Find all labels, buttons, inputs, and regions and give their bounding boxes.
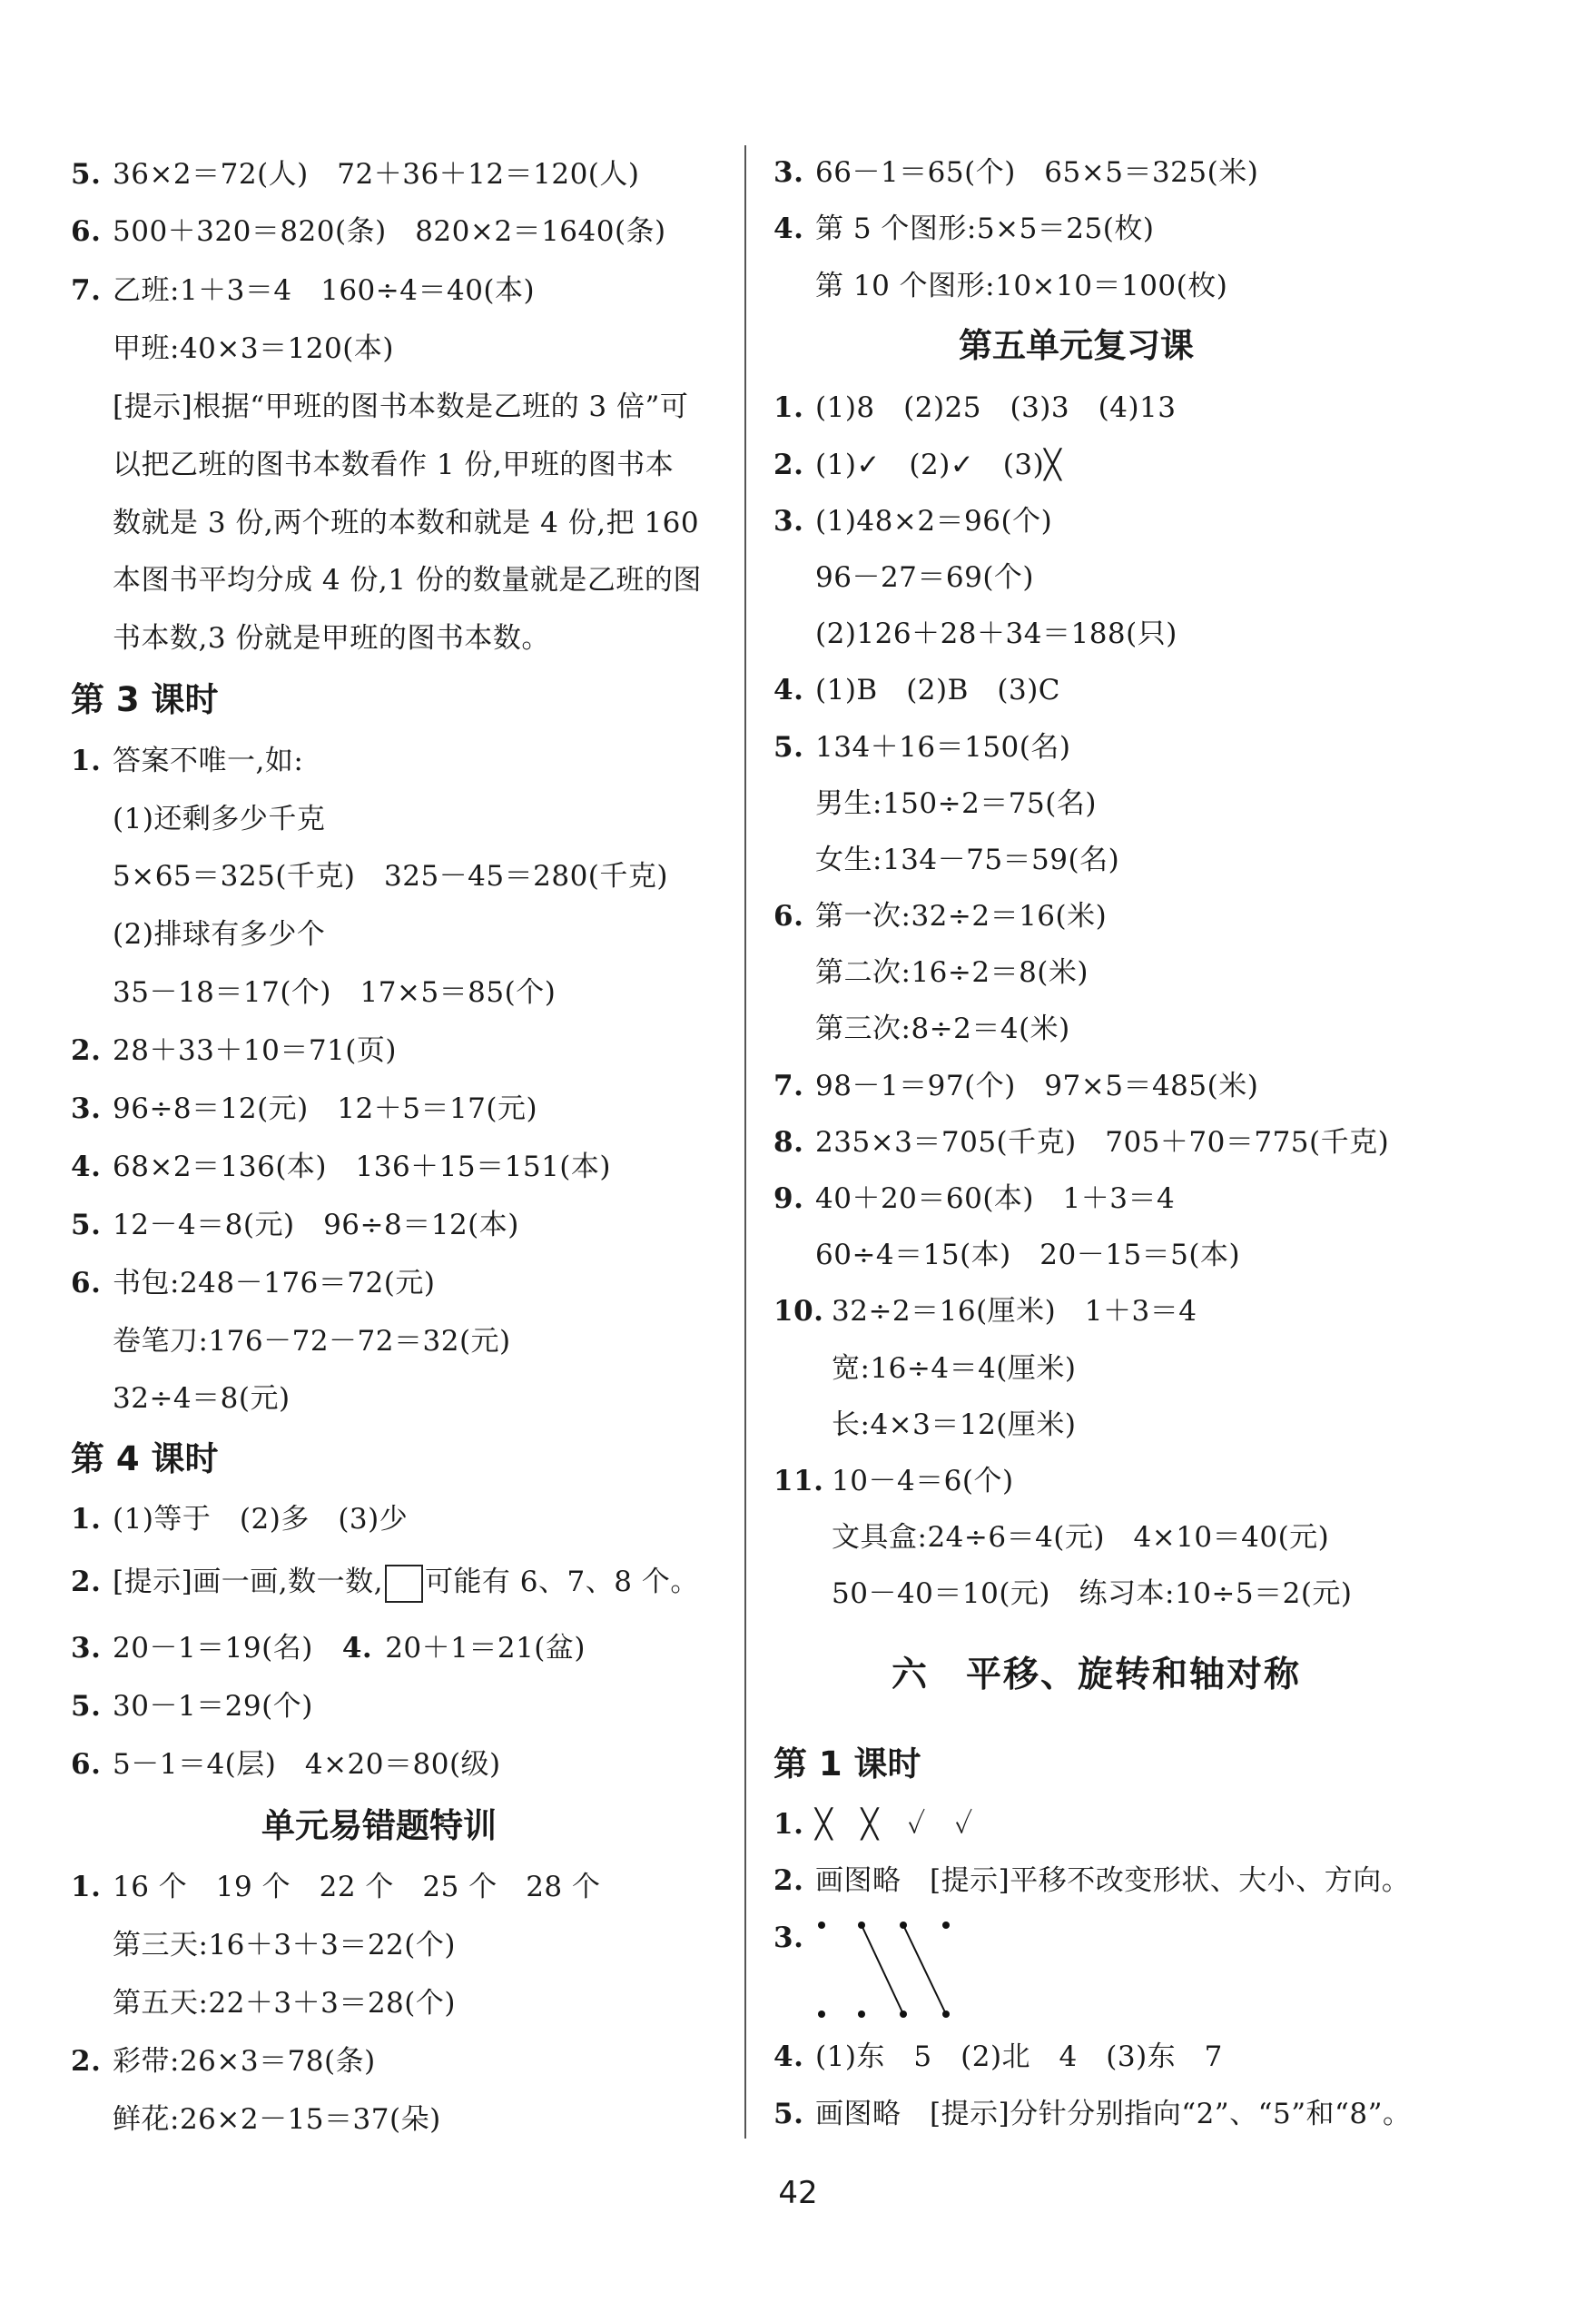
answer-line bbox=[71, 1207, 519, 1243]
hint-text: 分针分别指向“2”、“5”和“8”。 bbox=[1010, 2098, 1412, 2130]
answer-text: 长:4×3＝12(厘米) bbox=[832, 1408, 1077, 1441]
answer-line bbox=[71, 1032, 397, 1069]
answer-text: 96÷8＝12(元) 12＋5＝17(元) bbox=[113, 1092, 538, 1125]
answer-text: (1)还剩多少千克 bbox=[113, 803, 326, 835]
item-number: 3. bbox=[773, 1922, 804, 1954]
answer-line bbox=[71, 1265, 435, 1301]
answer-text: 235×3＝705(千克) 705＋70＝775(千克) bbox=[815, 1126, 1390, 1159]
answer-line bbox=[71, 1630, 586, 1666]
answer-line bbox=[773, 390, 1177, 426]
hint-label: [提示] bbox=[113, 390, 193, 423]
item-number: 1. bbox=[71, 1871, 102, 1903]
answer-text: 卷笔刀:176－72－72＝32(元) bbox=[113, 1325, 511, 1358]
answer-text: 10－4＝6(个) bbox=[832, 1465, 1014, 1497]
answer-text: 66－1＝65(个) 65×5＝325(米) bbox=[815, 156, 1259, 189]
item-number: 8. bbox=[773, 1126, 804, 1159]
hint-label: [提示] bbox=[113, 1566, 193, 1598]
answer-line bbox=[773, 211, 1154, 247]
answer-text: 答案不唯一,如: bbox=[113, 745, 304, 777]
hint-text: 数就是 3 份,两个班的本数和就是 4 份,把 160 bbox=[113, 507, 700, 539]
answer-text: ╳ ╳ ✓ ✓ bbox=[815, 1808, 973, 1841]
column-divider bbox=[744, 145, 746, 2139]
item-number: 5. bbox=[71, 1209, 102, 1241]
answer-line bbox=[773, 729, 1070, 766]
answer-line bbox=[71, 156, 639, 193]
item-number: 4. bbox=[773, 674, 804, 706]
answer-text: (1)等于 (2)多 (3)少 bbox=[113, 1503, 409, 1536]
item-number: 6. bbox=[773, 900, 804, 933]
answer-text: 第五天:22＋3＋3＝28(个) bbox=[113, 1987, 456, 2020]
answer-text: (2)排球有多少个 bbox=[113, 918, 326, 951]
answer-line bbox=[71, 1746, 501, 1783]
item-number: 3. bbox=[773, 156, 804, 189]
answer-text: 50－40＝10(元) 练习本:10÷5＝2(元) bbox=[832, 1577, 1353, 1610]
answer-line bbox=[71, 1501, 408, 1537]
blank-box bbox=[385, 1565, 423, 1603]
item-number: 4. bbox=[773, 2040, 804, 2073]
item-number: 2. bbox=[71, 2045, 102, 2078]
answer-line bbox=[773, 1293, 1197, 1329]
item-number: 1. bbox=[773, 1808, 804, 1841]
answer-text: (1)8 (2)25 (3)3 (4)13 bbox=[815, 391, 1177, 424]
answer-text: (1)48×2＝96(个) bbox=[815, 505, 1053, 538]
answer-line bbox=[773, 1806, 973, 1843]
answer-text: 32÷4＝8(元) bbox=[113, 1382, 291, 1415]
answer-text: 宽:16÷4＝4(厘米) bbox=[832, 1352, 1077, 1385]
hint-text: 可能有 6、7、8 个。 bbox=[424, 1566, 699, 1598]
figure-dot bbox=[818, 2011, 825, 2018]
item-number: 2. bbox=[773, 449, 804, 481]
answer-line bbox=[71, 2043, 376, 2080]
answer-text: 16 个 19 个 22 个 25 个 28 个 bbox=[113, 1871, 601, 1903]
answer-line bbox=[71, 1091, 537, 1127]
answer-line bbox=[773, 1124, 1389, 1161]
answer-line bbox=[71, 1149, 611, 1185]
item-number: 4. bbox=[71, 1151, 102, 1183]
answer-text: (1)B (2)B (3)C bbox=[815, 674, 1061, 706]
answer-text: 20＋1＝21(盆) bbox=[385, 1632, 586, 1665]
item-number: 9. bbox=[773, 1182, 804, 1215]
hint-line bbox=[773, 2096, 1411, 2132]
answer-line bbox=[773, 1181, 1175, 1217]
answer-text: 甲班:40×3＝120(本) bbox=[113, 332, 394, 365]
answer-text: 彩带:26×3＝78(条) bbox=[113, 2045, 376, 2078]
answer-text: 500＋320＝820(条) 820×2＝1640(条) bbox=[113, 215, 666, 248]
item-number: 5. bbox=[773, 2098, 804, 2130]
hint-line bbox=[71, 1564, 699, 1603]
item-number: 2. bbox=[773, 1864, 804, 1897]
hint-label: [提示] bbox=[930, 1864, 1010, 1897]
section-heading: 第 1 课时 bbox=[773, 1744, 921, 1783]
answer-text: 鲜花:26×2－15＝37(朵) bbox=[113, 2103, 441, 2136]
item-number: 10. bbox=[773, 1295, 824, 1328]
answer-text: 女生:134－75＝59(名) bbox=[815, 844, 1120, 876]
hint-line bbox=[113, 389, 688, 425]
answer-line bbox=[71, 272, 535, 309]
answer-line bbox=[773, 672, 1060, 708]
item-number: 3. bbox=[71, 1092, 102, 1125]
item-number: 1. bbox=[71, 1503, 102, 1536]
answer-text: 第一次:32÷2＝16(米) bbox=[815, 900, 1108, 933]
item-number: 7. bbox=[773, 1070, 804, 1102]
answer-text: 第二次:16÷2＝8(米) bbox=[815, 956, 1089, 989]
answer-text: 36×2＝72(人) 72＋36＋12＝120(人) bbox=[113, 158, 640, 191]
answer-text: 画图略 bbox=[815, 1864, 930, 1897]
page-number: 42 bbox=[778, 2175, 818, 2211]
answer-text: 30－1＝29(个) bbox=[113, 1690, 313, 1723]
item-number: 4. bbox=[773, 212, 804, 245]
chapter-heading: 六 平移、旋转和轴对称 bbox=[892, 1655, 1302, 1695]
item-number: 3. bbox=[71, 1632, 102, 1665]
answer-text: 画图略 bbox=[815, 2098, 930, 2130]
answer-text: 68×2＝136(本) 136＋15＝151(本) bbox=[113, 1151, 611, 1183]
answer-line bbox=[71, 1869, 601, 1905]
section-heading: 第 4 课时 bbox=[71, 1439, 219, 1478]
answer-line bbox=[773, 2039, 1223, 2075]
answer-text: 60÷4＝15(本) 20－15＝5(本) bbox=[815, 1239, 1241, 1271]
answer-line bbox=[773, 154, 1258, 191]
figure-line bbox=[862, 1925, 903, 2014]
answer-line bbox=[773, 1463, 1014, 1499]
answer-text: 文具盒:24÷6＝4(元) 4×10＝40(元) bbox=[832, 1521, 1330, 1554]
section-heading: 单元易错题特训 bbox=[261, 1806, 497, 1845]
answer-text: 男生:150÷2＝75(名) bbox=[815, 787, 1097, 820]
answer-text: 第 5 个图形:5×5＝25(枚) bbox=[815, 212, 1155, 245]
hint-text: 本图书平均分成 4 份,1 份的数量就是乙班的图 bbox=[113, 564, 702, 597]
figure-dot bbox=[818, 1922, 825, 1929]
figure-dot bbox=[858, 2011, 865, 2018]
hint-text: 以把乙班的图书本数看作 1 份,甲班的图书本 bbox=[113, 449, 675, 481]
answer-line bbox=[773, 447, 1061, 483]
answer-text: (1)✓ (2)✓ (3)╳ bbox=[815, 449, 1062, 481]
item-number: 6. bbox=[71, 1267, 102, 1299]
figure-line bbox=[903, 1925, 946, 2014]
answer-line bbox=[773, 503, 1052, 539]
section-heading: 第五单元复习课 bbox=[959, 326, 1194, 365]
item-number: 2. bbox=[71, 1566, 102, 1598]
dot-line-figure bbox=[806, 1907, 961, 2025]
answer-line bbox=[71, 213, 666, 250]
answer-text: 96－27＝69(个) bbox=[815, 561, 1035, 594]
answer-line bbox=[773, 1068, 1258, 1104]
answer-text: (1)东 5 (2)北 4 (3)东 7 bbox=[815, 2040, 1223, 2073]
answer-text: 40＋20＝60(本) 1＋3＝4 bbox=[815, 1182, 1176, 1215]
answer-text: (2)126＋28＋34＝188(只) bbox=[815, 617, 1177, 650]
item-number: 1. bbox=[71, 745, 102, 777]
hint-text: 平移不改变形状、大小、方向。 bbox=[1010, 1864, 1411, 1897]
answer-text: 98－1＝97(个) 97×5＝485(米) bbox=[815, 1070, 1259, 1102]
figure-dot bbox=[942, 1922, 950, 1929]
answer-text: 第三天:16＋3＋3＝22(个) bbox=[113, 1929, 456, 1961]
answer-text: 134＋16＝150(名) bbox=[815, 731, 1071, 764]
hint-text: 书本数,3 份就是甲班的图书本数。 bbox=[113, 622, 550, 655]
item-number: 11. bbox=[773, 1465, 824, 1497]
item-number: 6. bbox=[71, 215, 102, 248]
answer-text: 第 10 个图形:10×10＝100(枚) bbox=[815, 270, 1228, 302]
item-number: 6. bbox=[71, 1748, 102, 1781]
answer-line bbox=[71, 743, 303, 779]
section-heading: 第 3 课时 bbox=[71, 680, 219, 719]
item-number: 2. bbox=[71, 1034, 102, 1067]
item-number: 4. bbox=[341, 1632, 373, 1665]
answer-text: 第三次:8÷2＝4(米) bbox=[815, 1013, 1070, 1045]
hint-text: 根据“甲班的图书本数是乙班的 3 倍”可 bbox=[192, 390, 689, 423]
answer-line bbox=[71, 1688, 313, 1724]
answer-line bbox=[773, 898, 1107, 934]
answer-text: 20－1＝19(名) bbox=[113, 1632, 313, 1665]
hint-text: 画一画,数一数, bbox=[192, 1566, 383, 1598]
answer-text: 5－1＝4(层) 4×20＝80(级) bbox=[113, 1748, 501, 1781]
item-number: 7. bbox=[71, 274, 102, 307]
answer-text: 12－4＝8(元) 96÷8＝12(本) bbox=[113, 1209, 519, 1241]
answer-text: 28＋33＋10＝71(页) bbox=[113, 1034, 397, 1067]
item-number: 3. bbox=[773, 505, 804, 538]
answer-text: 乙班:1＋3＝4 160÷4＝40(本) bbox=[113, 274, 536, 307]
item-number: 5. bbox=[71, 1690, 102, 1723]
answer-text: 书包:248－176＝72(元) bbox=[113, 1267, 436, 1299]
answer-text: 5×65＝325(千克) 325－45＝280(千克) bbox=[113, 860, 668, 893]
answer-text: 32÷2＝16(厘米) 1＋3＝4 bbox=[832, 1295, 1197, 1328]
item-number: 5. bbox=[773, 731, 804, 764]
item-number: 1. bbox=[773, 391, 804, 424]
answer-text: 35－18＝17(个) 17×5＝85(个) bbox=[113, 976, 557, 1009]
hint-line bbox=[773, 1862, 1410, 1899]
item-number: 5. bbox=[71, 158, 102, 191]
hint-label: [提示] bbox=[930, 2098, 1010, 2130]
